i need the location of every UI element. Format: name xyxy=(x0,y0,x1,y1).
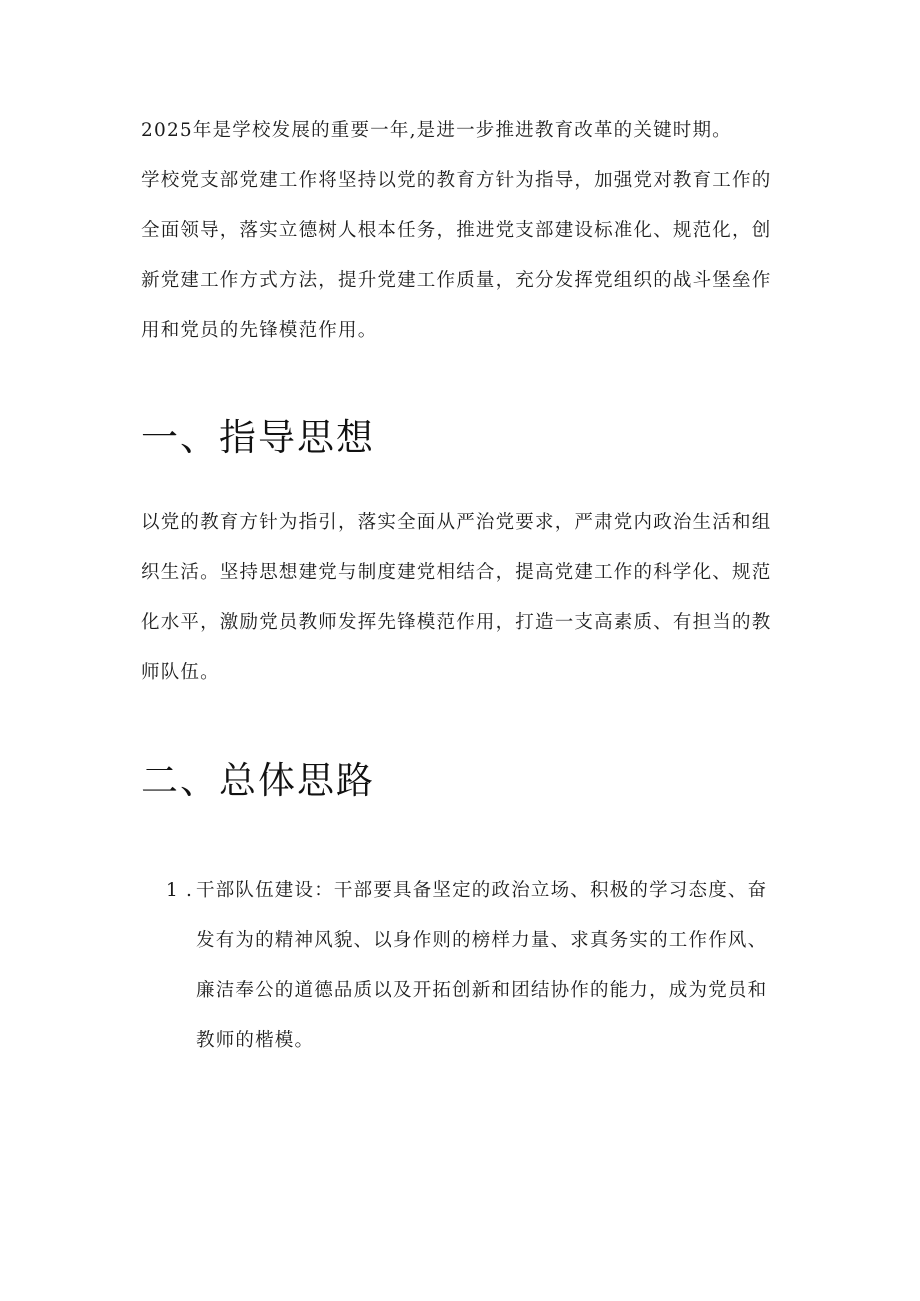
intro-section xyxy=(141,106,781,356)
guiding-ideology-section xyxy=(141,498,781,698)
section-heading-overall-approach: 二、总体思路 xyxy=(141,759,375,802)
intro-paragraph: 学校党支部党建工作将坚持以党的教育方针为指导，加强党对教育工作的全面领导，落实立德树人根本任务，推进党支部建设标准化、规范化，创新党建工作方式方法，提升党建工作质量，充分发挥党组织的战斗堡垒作用和党员的先锋模范作用。 xyxy=(141,170,772,341)
intro-line: 2025年是学校发展的重要一年,是进一步推进教育改革的关键时期。 xyxy=(141,120,732,141)
guiding-ideology-paragraph: 以党的教育方针为指引，落实全面从严治党要求，严肃党内政治生活和组织生活。坚持思想建党与制度建党相结合，提高党建工作的科学化、规范化水平，激励党员教师发挥先锋模范作用，打造一支高素质、有担当的教师队伍。 xyxy=(141,512,772,683)
list-item-text: 干部队伍建设：干部要具备坚定的政治立场、积极的学习态度、奋发有为的精神风貌、以身作则的榜样力量、求真务实的工作作风、廉洁奉公的道德品质以及开拓创新和团结协作的能力，成为党员和教师的楷模。 xyxy=(196,880,768,1051)
section-heading-guiding-ideology: 一、指导思想 xyxy=(141,416,375,459)
list-item xyxy=(166,866,786,1066)
list-item-number: 1 . xyxy=(166,880,194,901)
